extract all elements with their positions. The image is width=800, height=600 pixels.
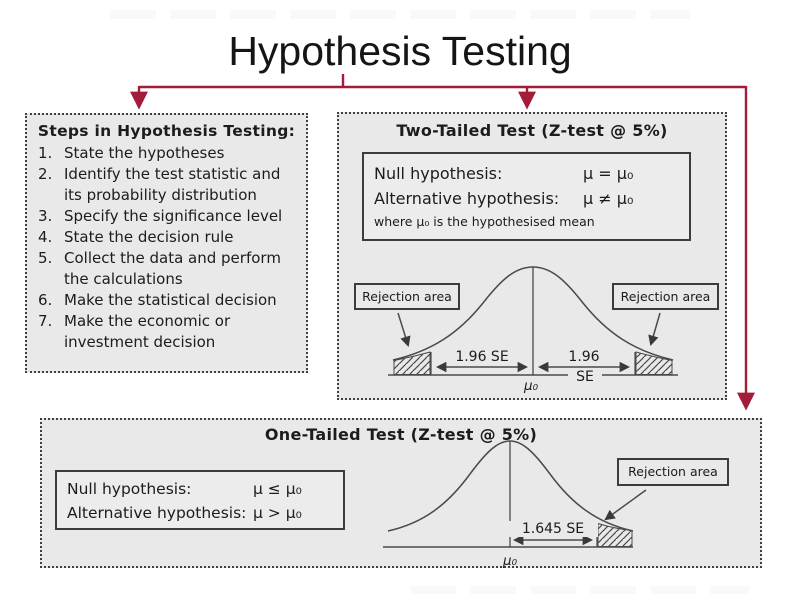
page-title: Hypothesis Testing — [228, 28, 572, 74]
list-item — [35, 143, 298, 164]
null-hypothesis-value: μ ≤ μ₀ — [253, 480, 302, 498]
two-tailed-panel — [337, 112, 727, 400]
hypothesised-mean-note: where μ₀ is the hypothesised mean — [374, 214, 595, 229]
step-number: 3. — [38, 207, 53, 225]
alt-hypothesis-value: μ ≠ μ₀ — [583, 189, 634, 208]
se-label-right-value: 1.96 — [568, 349, 600, 365]
null-hypothesis-value: μ = μ₀ — [583, 164, 634, 183]
step-number: 4. — [38, 228, 53, 246]
rejection-area-callout-right: Rejection area — [612, 283, 719, 310]
steps-panel — [25, 113, 308, 373]
step-number: 7. — [38, 312, 53, 330]
step-number: 6. — [38, 291, 53, 309]
list-item — [35, 248, 298, 290]
step-number: 5. — [38, 249, 53, 267]
step-number: 2. — [38, 165, 53, 183]
list-item — [35, 227, 298, 248]
steps-list — [35, 143, 298, 353]
one-tailed-panel — [40, 418, 762, 568]
one-tailed-hypothesis-box — [55, 470, 345, 530]
mean-label: μ₀ — [502, 553, 517, 569]
step-text: Specify the significance level — [64, 207, 283, 225]
rejection-area-callout-left: Rejection area — [354, 283, 460, 310]
se-label-left: 1.96 SE — [455, 349, 509, 365]
rejection-area-callout: Rejection area — [617, 458, 729, 486]
one-tailed-title: One-Tailed Test (Z-test @ 5%) — [264, 425, 538, 444]
alt-hypothesis-label: Alternative hypothesis: — [67, 504, 247, 522]
faded-header-artifact — [110, 10, 690, 19]
se-label-right-unit: SE — [568, 369, 602, 385]
step-text: Make the statistical decision — [64, 291, 277, 309]
alt-hypothesis-row — [374, 186, 679, 211]
list-item — [35, 311, 298, 353]
faded-footer-artifact — [410, 586, 750, 594]
step-number: 1. — [38, 144, 53, 162]
two-tailed-title: Two-Tailed Test (Z-test @ 5%) — [396, 121, 668, 140]
alt-hypothesis-value: μ > μ₀ — [253, 504, 302, 522]
step-text: State the decision rule — [64, 228, 234, 246]
null-hypothesis-label: Null hypothesis: — [374, 164, 503, 183]
list-item — [35, 206, 298, 227]
null-hypothesis-row — [374, 161, 679, 186]
null-hypothesis-row — [67, 477, 333, 501]
step-text: State the hypotheses — [64, 144, 225, 162]
two-tailed-hypothesis-box — [362, 152, 691, 241]
step-text: Identify the test statistic and its probability distribution — [64, 165, 281, 204]
step-text: Collect the data and perform the calculations — [64, 249, 281, 288]
step-text: Make the economic or investment decision — [64, 312, 231, 351]
steps-panel-title: Steps in Hypothesis Testing: — [37, 122, 296, 140]
mean-label: μ₀ — [523, 378, 538, 394]
alt-hypothesis-row — [67, 501, 333, 525]
alt-hypothesis-label: Alternative hypothesis: — [374, 189, 560, 208]
se-label: 1.645 SE — [508, 521, 598, 537]
null-hypothesis-label: Null hypothesis: — [67, 480, 192, 498]
list-item — [35, 290, 298, 311]
list-item — [35, 164, 298, 206]
